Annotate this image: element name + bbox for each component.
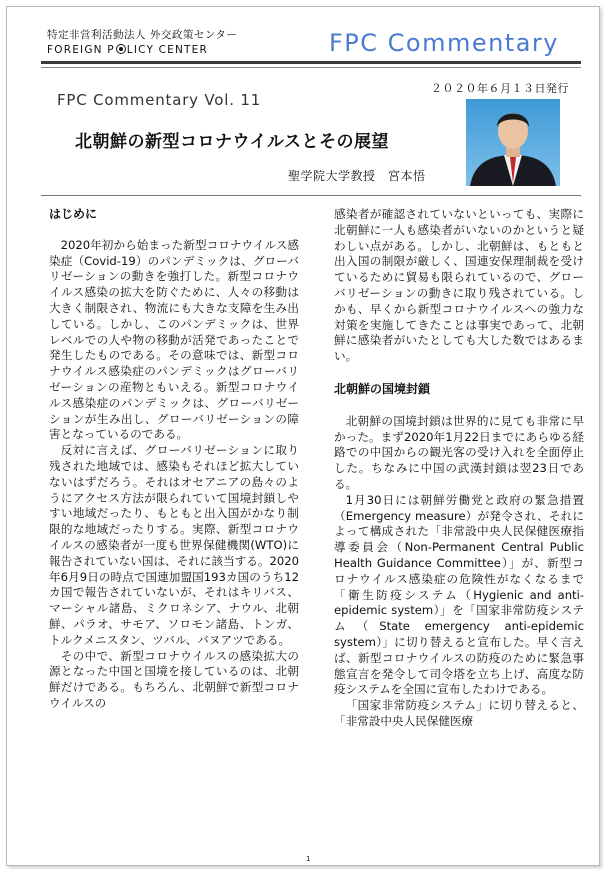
paragraph: 北朝鮮の国境封鎖は世界的に見ても非常に早かった。まず2020年1月22日までにあらゆる経路での中国からの観光客の受け入れを全面停止した。ちなみに中国の武漢封鎖は翌23日である。: [334, 413, 584, 491]
column-right: [334, 207, 584, 730]
paragraph: 反対に言えば、グローバリゼーションに取り残された地域では、感染もそれほど拡大していないはずだろう。それはオセアニアの島々のようにアクセス方法が限られていて国境封鎖しやすい地域だったり、もともと出入国がかなり制限的な地域だったりする。実際、新型コロナウイルスの感染者が一度も世界保健機関(WTO)に報告されていない国は、それに該当する。2020年6月9日の時点で国連加盟国193カ国のうち12カ国で報告されていないが、それはキリバス、マーシャル諸島、ミクロネシア、ナウル、北朝鮮、パラオ、サモア、ソロモン諸島、トンガ、トルクメニスタン、ツバル、バヌアツである。: [49, 443, 299, 647]
author-portrait-icon: [466, 99, 560, 186]
paragraph: その中で、新型コロナウイルスの感染拡大の源となった中国と国境を接しているのは、北朝鮮だけである。もちろん、北朝鮮で新型コロナウイルスの: [49, 648, 299, 710]
org-name-english-part1: FOREIGN P: [47, 44, 115, 56]
header-rule-thick: [41, 61, 581, 64]
header-rule-thin: [41, 67, 581, 68]
column-left: [49, 207, 299, 712]
org-name-english: [47, 43, 208, 56]
author-line: 聖学院大学教授 宮本悟: [288, 169, 426, 183]
section-heading-border-closure: 北朝鮮の国境封鎖: [334, 381, 431, 396]
header-divider: [41, 195, 581, 196]
publication-brand: FPC Commentary: [328, 29, 559, 57]
document-page: [6, 6, 600, 866]
author-photo: [466, 99, 560, 186]
publication-date: ２０２０年６月１３日発行: [431, 82, 569, 95]
paragraph: 2020年初から始まった新型コロナウイルス感染症（Covid-19）のパンデミックは、グローバリゼーションの動きを強打した。新型コロナウイルス感染の拡大を防ぐために、人々の移動は大きく制限され、物流にも大きな支障を生み出している。しかし、このパンデミックは、世界レベルでの人や物の移動が活発であったことで発生したものである。その意味では、新型コロナウイルス感染症のパンデミックはグローバリゼーションの産物ともいえる。新型コロナウイルス感染症のパンデミックは、グローバリゼーションが生み出し、グローバリゼーションの障害となっているのである。: [49, 237, 299, 442]
section-heading-introduction: はじめに: [49, 207, 98, 221]
volume-label: FPC Commentary Vol. 11: [57, 91, 262, 109]
org-logo-icon: [116, 44, 126, 54]
page-number: 1: [306, 855, 311, 863]
paragraph: 感染者が確認されていないといっても、実際に北朝鮮に一人も感染者がいないのかというと疑わしい点がある。しかし、北朝鮮は、もともと出入国の制限が厳しく、国連安保理制裁を受けているために貿易も限られているので、グローバリゼーションの動きに取り残されている。しかも、早くから新型コロナウイルスへの強力な対策を実施してきたことは事実であって、北朝鮮に感染者がいたとしても大した数ではあるまい。: [334, 207, 584, 364]
article-title: 北朝鮮の新型コロナウイルスとその展望: [75, 132, 389, 152]
org-name-japanese: 特定非営利活動法人 外交政策センター: [47, 29, 238, 41]
org-name-english-part2: LICY CENTER: [126, 44, 209, 56]
paragraph: 1月30日には朝鮮労働党と政府の緊急措置（Emergency measure）が発令され、それによって構成された「非常設中央人民保健医療指導委員会（Non-Permanent Central Public Health Guidance Committee）」が、新型コロナウイルス感染症の危険性がなくなるまで「衛生防疫システム（Hygienic and anti-epidemic system）」を「国家非常防疫システム（State emergency anti-epidemic system）」に切り替えると宣布した。早く言えば、新型コロナウイルスの防疫のために緊急事態宣言を発令して司令塔を立ち上げ、高度な防疫システムを全国に宣布したわけである。: [334, 492, 584, 697]
paragraph: 「国家非常防疫システム」に切り替えると、「非常設中央人民保健医療: [334, 698, 584, 728]
